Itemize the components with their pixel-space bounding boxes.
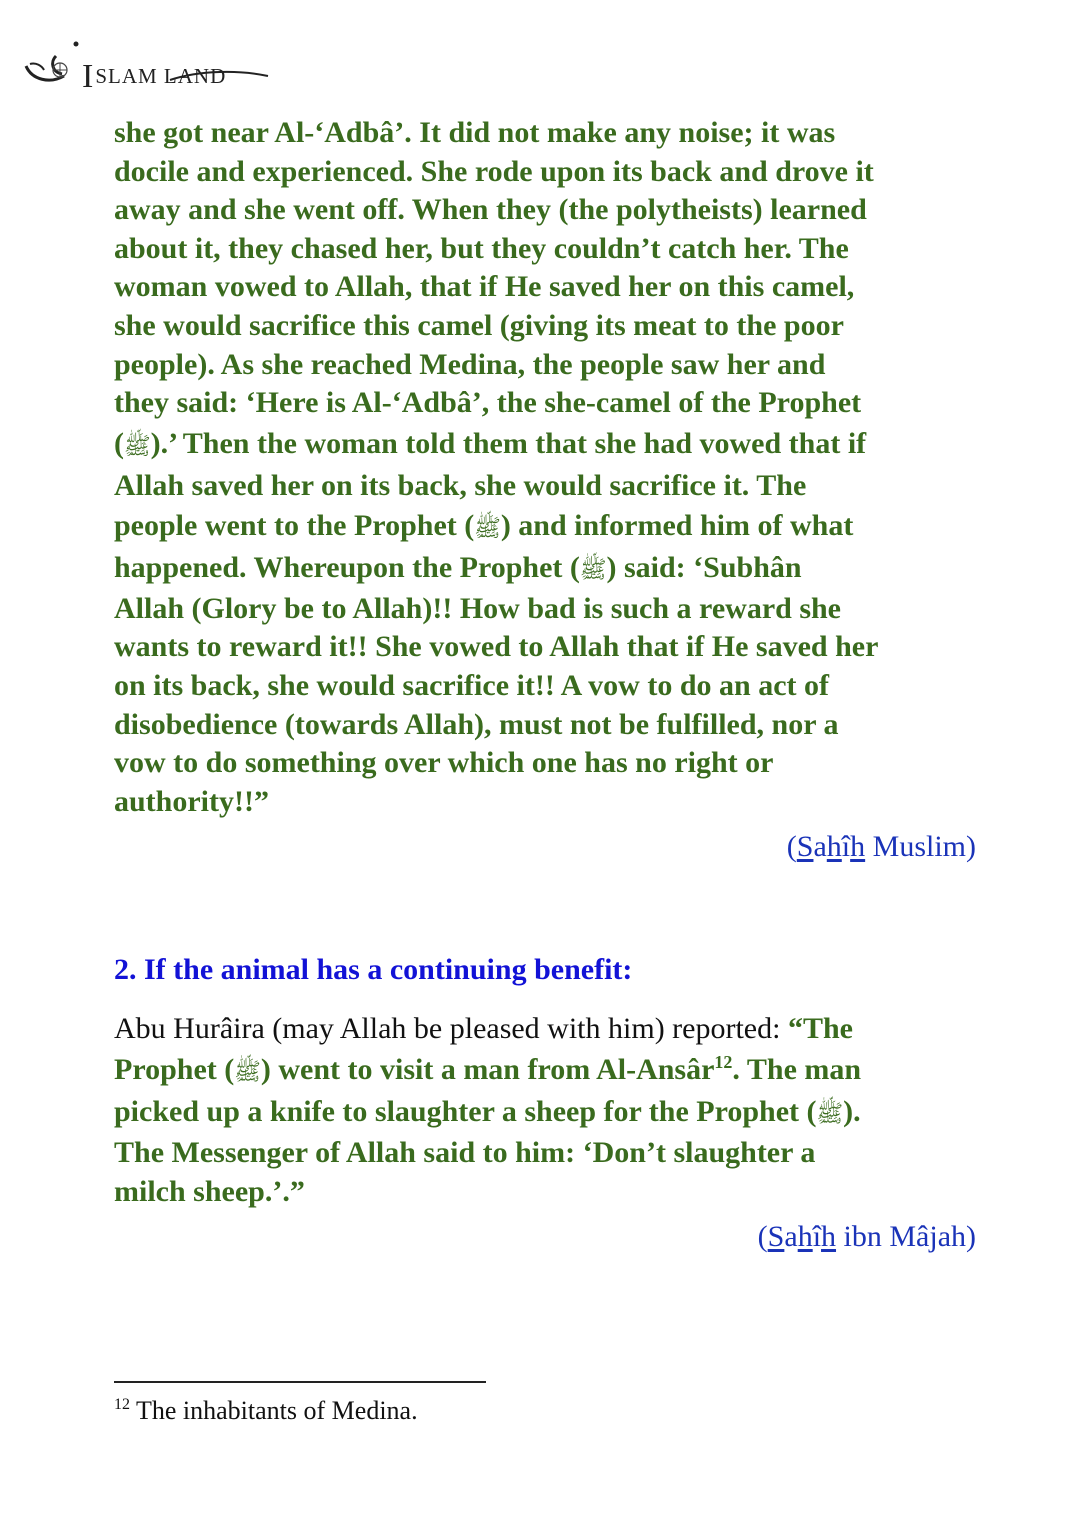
hadith-line: vow to do something over which one has no right or xyxy=(114,746,774,780)
pbuh-icon: ﷺ xyxy=(816,1099,844,1128)
hadith-line: disobedience (towards Allah), must not be fulfilled, nor a xyxy=(114,707,839,741)
hadith-line: Prophet (ﷺ) went to visit a man from Al-Ansâr$^{12}$. The man xyxy=(114,1049,976,1092)
hadith-line: picked up a knife to slaughter a sheep for the Prophet (ﷺ). xyxy=(114,1092,976,1134)
footnote-text: The inhabitants of Medina. xyxy=(136,1396,418,1425)
hadith-line: about it, they chased her, but they couldn’t catch her. The xyxy=(114,231,849,265)
pbuh-icon: ﷺ xyxy=(124,431,151,459)
footnote-12 xyxy=(114,1396,418,1426)
hadith-line: The Messenger of Allah said to him: ‘Don’t slaughter a xyxy=(114,1136,816,1169)
footnote-number: 12 xyxy=(114,1396,130,1414)
hadith-line: woman vowed to Allah, that if He saved her on this camel, xyxy=(114,270,855,304)
hadith-line: Allah saved her on its back, she would sacrifice it. The xyxy=(114,468,807,502)
islamland-logo xyxy=(20,40,270,95)
footnote-ref[interactable]: 12 xyxy=(714,1052,733,1072)
hadith-line: she would sacrifice this camel (giving its meat to the poor xyxy=(114,308,844,342)
citation-sahih-muslim: (Sahîh Muslim) xyxy=(786,830,976,863)
footnote-divider xyxy=(114,1381,486,1383)
pbuh-icon: ﷺ xyxy=(474,513,501,541)
citation-sahih-ibn-majah: (Sahîh ibn Mâjah) xyxy=(757,1220,976,1253)
hadith-line: milch sheep.’.” xyxy=(114,1174,305,1208)
hadith-line: she got near Al-‘Adbâ’. It did not make any noise; it was xyxy=(114,116,836,149)
logo-wordmark: ISLAM LAND xyxy=(82,58,227,95)
hadith-line: away and she went off. When they (the polytheists) learned xyxy=(114,193,867,227)
hadith-line: they said: ‘Here is Al-‘Adbâ’, the she-camel of the Prophet xyxy=(114,386,862,420)
hadith-line: (ﷺ).’ Then the woman told them that she had vowed that if xyxy=(114,423,976,466)
hadith-line: Abu Hurâira (may Allah be pleased with him) reported: “The xyxy=(114,1012,853,1045)
hadith-1-text xyxy=(114,114,976,821)
hadith-line: wants to reward it!! She vowed to Allah that if He saved her xyxy=(114,630,879,664)
pbuh-icon: ﷺ xyxy=(579,555,607,583)
narrator-intro: Abu Hurâira (may Allah be pleased with him) reported: xyxy=(114,1012,788,1045)
hadith-line: people). As she reached Medina, the people saw her and xyxy=(114,347,826,381)
hadith-line: on its back, she would sacrifice it!! A vow to do an act of xyxy=(114,668,829,702)
pbuh-icon: ﷺ xyxy=(234,1057,261,1086)
hadith-line: happened. Whereupon the Prophet (ﷺ) said: ‘Subhân xyxy=(114,548,976,590)
hadith-line: docile and experienced. She rode upon its back and drove it xyxy=(114,154,874,188)
section-heading: 2. If the animal has a continuing benefit: xyxy=(114,953,633,986)
hadith-line: people went to the Prophet (ﷺ) and informed him of what xyxy=(114,505,976,548)
hadith-line: Allah (Glory be to Allah)!! How bad is such a reward she xyxy=(114,591,841,625)
hadith-line: authority!!” xyxy=(114,784,269,818)
hadith-2-text xyxy=(114,1008,976,1211)
